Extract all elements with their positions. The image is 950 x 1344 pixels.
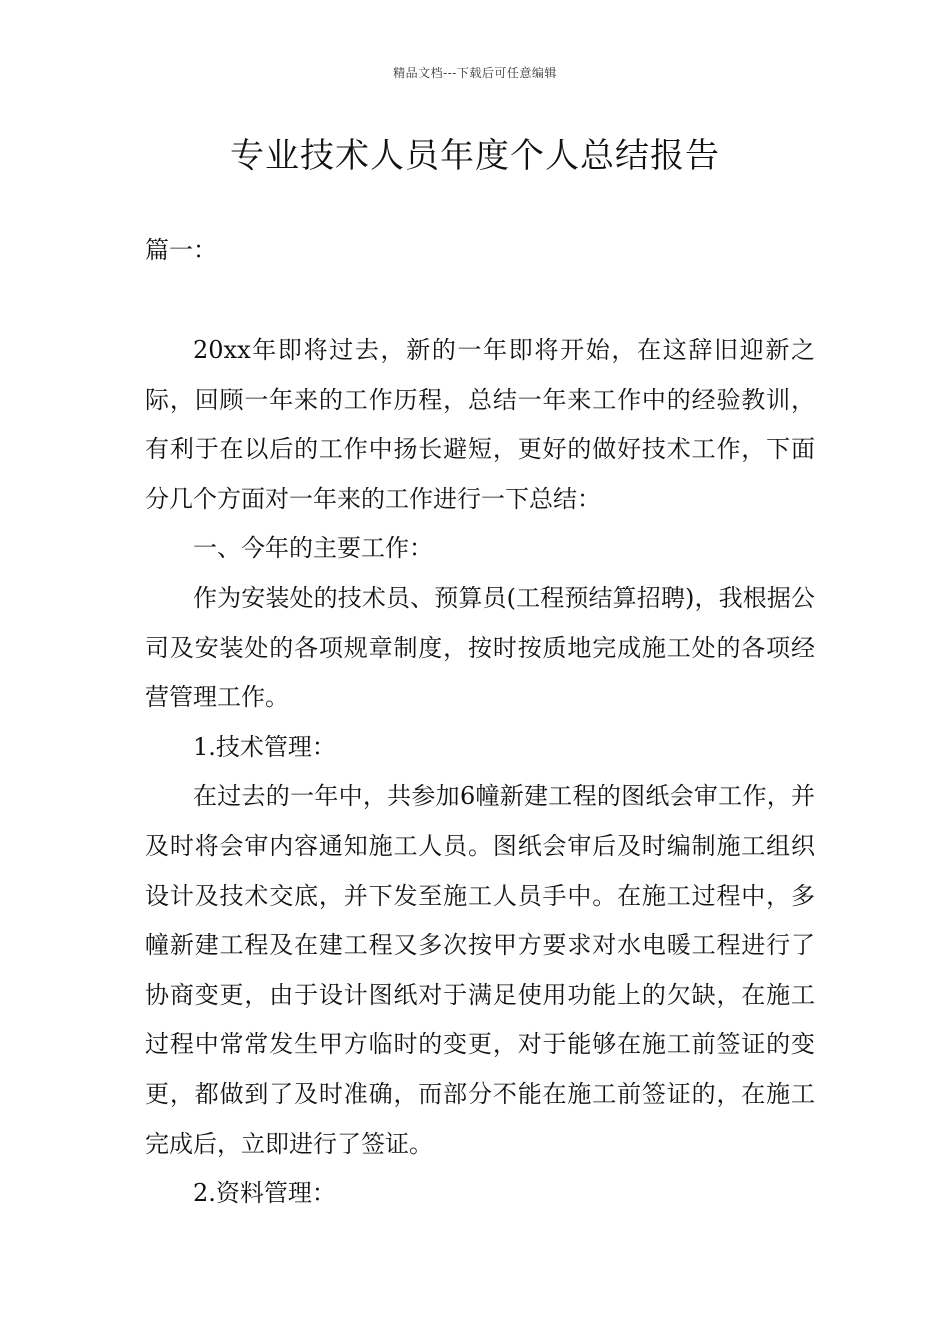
paragraph-intro: 20xx年即将过去，新的一年即将开始，在这辞旧迎新之际，回顾一年来的工作历程，总结一年来工作中的经验教训，有利于在以后的工作中扬长避短，更好的做好技术工作，下面分几个方面对一年来的工作进行一下总结： xyxy=(145,336,815,513)
paragraph-technical-management: 在过去的一年中，共参加6幢新建工程的图纸会审工作，并及时将会审内容通知施工人员。图纸会审后及时编制施工组织设计及技术交底，并下发至施工人员手中。在施工过程中，多幢新建工程及在建工程又多次按甲方要求对水电暖工程进行了协商变更，由于设计图纸对于满足使用功能上的欠缺，在施工过程中常常发生甲方临时的变更，对于能够在施工前签证的变更，都做到了及时准确，而部分不能在施工前签证的，在施工完成后，立即进行了签证。 xyxy=(145,782,815,1158)
document-body xyxy=(145,326,815,1219)
heading-technical-management: 1.技术管理： xyxy=(193,732,336,761)
heading-main-work: 一、今年的主要工作： xyxy=(193,534,433,563)
paragraph-role: 作为安装处的技术员、预算员(工程预结算招聘)，我根据公司及安装处的各项规章制度，按时按质地完成施工处的各项经营管理工作。 xyxy=(145,583,815,712)
section-label: 篇一： xyxy=(145,236,217,264)
document-title: 专业技术人员年度个人总结报告 xyxy=(230,136,720,176)
heading-document-management: 2.资料管理： xyxy=(193,1179,336,1208)
header-note: 精品文档---下载后可任意编辑 xyxy=(393,66,557,80)
